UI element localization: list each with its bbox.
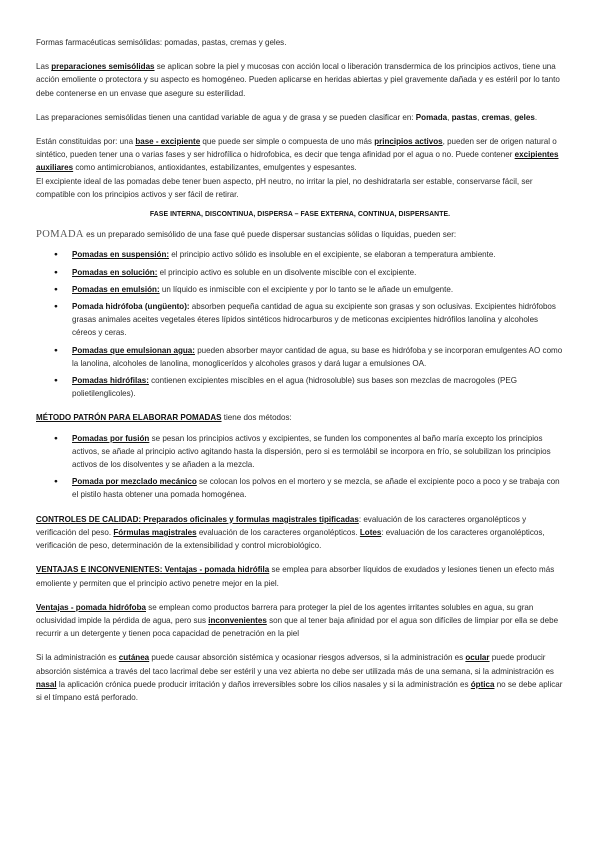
list-item: ● Pomadas hidrófilas: contienen excipientes miscibles en el agua (hidrosoluble) sus bases son mezclas de macrogoles (PEG polietilenglicoles). — [72, 374, 564, 400]
paragraph-constitucion: Están constituidas por: una base - excipiente que puede ser simple o compuesta de uno más principios activos, pueden ser de origen natural o sintético, pueden tener una o varias fases y ser hidrofílica o hidrofobica, es decir que tenga afinidad por el agua o no. Puede contener excipientes auxiliares como antimicrobianos, antioxidantes, estabilizantes, emulgentes y espesantes. — [36, 137, 559, 173]
list-item: ● Pomada hidrófoba (ungüento): absorben pequeña cantidad de agua su excipiente son grasas y son oclusivas. Excipientes hidrófobos grasas animales aceites vegetales éteres lípidos sintéticos hidrocarburos y de meticonas excipientes hidrófilos lanolina y alcoholes céreos y ceras. — [72, 300, 564, 340]
term-cremas: cremas — [481, 112, 510, 122]
metodos-list — [36, 432, 564, 502]
pomada-title: POMADA — [36, 229, 84, 241]
paragraph-ventajas-hidrofoba: Ventajas - pomada hidrófoba se emplean como productos barrera para proteger la piel de los agentes irritantes solubles en agua, su gran oclusividad impide la pérdida de agua, pero sus inconvenientes son que al tener baja afinidad por el agua son difíciles de limpiar por ella se debe recurrir a un detergente y tienen poca capacidad de penetración en la piel — [36, 602, 559, 639]
paragraph-controles: CONTROLES DE CALIDAD: Preparados oficinales y formulas magistrales tipificadas: evaluación de los caracteres organolépticos y verificación del peso. Fórmulas magistrales evaluación de los caracteres organolépticos. Lotes: evaluación de los caracteres organolépticos, verificación de peso, determinación de la extensibilidad y control microbiológico. — [36, 514, 545, 551]
term-geles: geles — [514, 112, 535, 122]
list-item: ● Pomadas en emulsión: un líquido es inmiscible con el excipiente y por lo tanto se le añade un emulgente. — [72, 283, 564, 296]
list-item: ● Pomadas por fusión se pesan los principios activos y excipientes, se funden los componentes al baño maría excepto los principios activos, se añade al principio activo agitando hasta la dispersión, pero si es termolábil se incorpora en frío, se solubilizan los principios activos de los disolventes y se añaden a la mezcla. — [72, 432, 564, 472]
pomada-types-list — [36, 248, 564, 400]
list-item: ● Pomadas en solución: el principio activo es soluble en un disolvente miscible con el excipiente. — [72, 266, 564, 279]
term-pastas: pastas — [451, 112, 478, 122]
paragraph-semisolidas: Las preparaciones semisólidas se aplican sobre la piel y mucosas con acción local o liberación transdermica de los principios activos, tiene una acción emoliente o protectora y su aspecto es homogéneo. Pueden aplicarse en heridas abiertas y piel gravemente dañada y es estéril por lo tanto debe contenerse en un envase que asegure su esterilidad. — [36, 62, 560, 98]
paragraph-ventajas-hidrofila: VENTAJAS E INCONVENIENTES: Ventajas - pomada hidrófila se emplea para absorber líquidos de exudados y lesiones tienen un efecto más emoliente y permiten que el principio activo penetre mejor en la piel. — [36, 565, 555, 588]
heading-ventajas: VENTAJAS E INCONVENIENTES: Ventajas - pomada hidrófila — [36, 565, 270, 575]
heading-controles-calidad: CONTROLES DE CALIDAD: Preparados oficinales y formulas magistrales tipificadas — [36, 514, 359, 524]
paragraph-excipiente-ideal: El excipiente ideal de las pomadas debe tener buen aspecto, pH neutro, no irritar la piel, no deshidratarla ser estable, conservarse fácil, ser compatible con los principios activos y ser fácil de retirar. — [36, 176, 533, 199]
paragraph-metodo: MÉTODO PATRÓN PARA ELABORAR POMADAS tiene dos métodos: — [36, 413, 292, 423]
term-preparaciones-semisolidas: preparaciones semisólidas — [51, 62, 155, 72]
paragraph-administracion: Si la administración es cutánea puede causar absorción sistémica y ocasionar riesgos adversos, si la administración es ocular puede producir absorción sistémica a través del taco lacrimal debe ser estéril y una vez abierta no debe ser utilizada más de una semana, si la administración es nasal la aplicación crónica puede producir irritación y daños irreversibles sobre los cilios nasales y si la administración es óptica no se debe aplicar si el tímpano está perforado. — [36, 653, 563, 702]
term-principios-activos: principios activos — [374, 137, 443, 147]
intro-line: Formas farmacéuticas semisólidas: pomadas, pastas, cremas y geles. — [36, 38, 287, 47]
term-excipientes-auxiliares: excipientes auxiliares — [36, 150, 559, 173]
list-item: ● Pomadas en suspensión: el principio activo sólido es insoluble en el excipiente, se elaboran a temperatura ambiente. — [72, 248, 564, 261]
term-base-excipiente: base - excipiente — [135, 137, 201, 147]
heading-fases: FASE INTERNA, DISCONTINUA, DISPERSA – FASE EXTERNA, CONTINUA, DISPERSANTE. — [149, 211, 451, 219]
document-page — [36, 36, 564, 704]
paragraph-clasificacion: Las preparaciones semisólidas tienen una cantidad variable de agua y de grasa y se pueden clasificar en: Pomada, pastas, cremas, geles. — [36, 112, 538, 122]
heading-metodo-patron: MÉTODO PATRÓN PARA ELABORAR POMADAS — [36, 413, 222, 423]
list-item: ● Pomadas que emulsionan agua: pueden absorber mayor cantidad de agua, su base es hidrófoba y se incorporan emulgentes AO como la lanolina, alcoholes de lanolina, monoglicerídos y alcoholes grasos y dará lugar a emulsiones OA. — [72, 344, 564, 370]
list-item: ● Pomada por mezclado mecánico se colocan los polvos en el mortero y se mezcla, se añade el excipiente poco a poco y se trabaja con el pistilo hasta obtener una pomada homogénea. — [72, 475, 564, 501]
paragraph-pomada: POMADA es un preparado semisólido de una fase qué puede dispersar sustancias sólidas o líquidas, pueden ser: — [36, 229, 457, 241]
term-pomada: Pomada — [415, 112, 448, 122]
